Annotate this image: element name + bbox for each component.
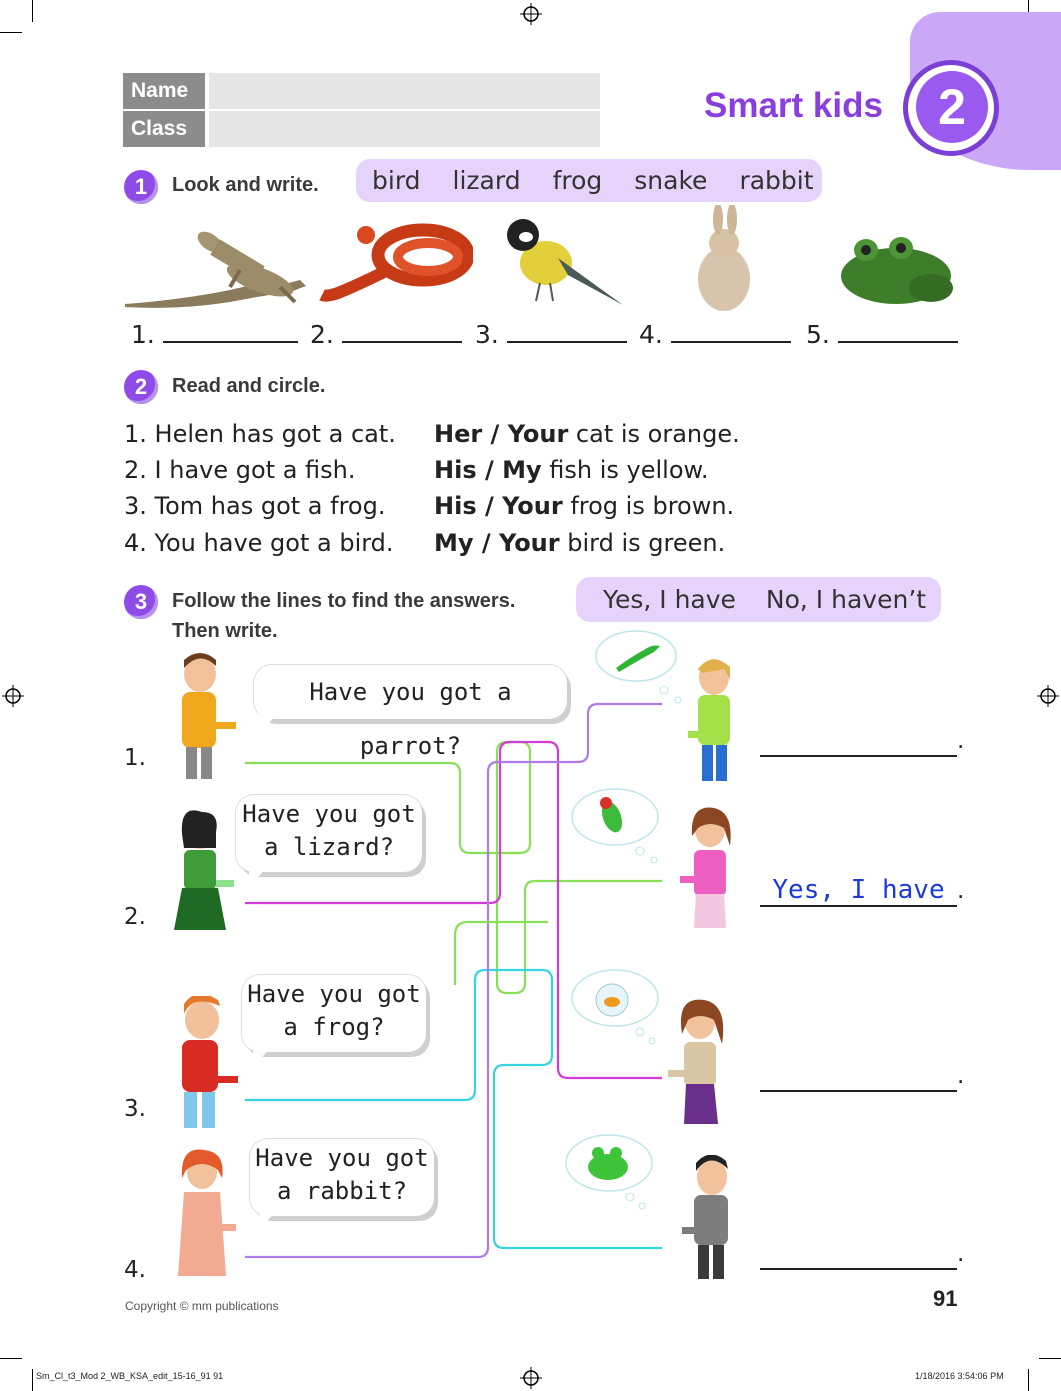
thought-bubble-frog — [564, 1133, 664, 1213]
item-number-1: 1. — [124, 745, 146, 771]
item-number-4: 4. — [124, 1257, 146, 1283]
file-info: Sm_Cl_t3_Mod 2_WB_KSA_edit_15-16_91 91 — [36, 1371, 224, 1381]
choice-4[interactable]: My / Your bird is green. — [434, 529, 726, 557]
exercise-2-instruction: Read and circle. — [172, 375, 326, 397]
exercise-3-number: 3 — [124, 585, 158, 619]
option-your[interactable]: Your — [499, 529, 560, 557]
option-his[interactable]: His — [434, 492, 477, 520]
bubble-tail — [240, 862, 280, 898]
answer-line-4[interactable] — [760, 1238, 957, 1270]
choice-1[interactable]: Her / Your cat is orange. — [434, 420, 740, 448]
word-no: No, I haven’t — [765, 585, 927, 614]
option-your[interactable]: Your — [507, 420, 569, 448]
boy-1-figure — [170, 652, 240, 784]
word-bird: bird — [372, 166, 421, 195]
write-line-1[interactable]: 1. — [131, 320, 298, 349]
boy-frog-figure — [680, 1155, 742, 1283]
name-label: Name — [123, 73, 205, 109]
answer-text-2: Yes, I have — [772, 875, 945, 905]
boy-3-figure — [172, 996, 242, 1132]
page-title: Smart kids — [704, 86, 883, 125]
question-bubble-2: Have you got a lizard? — [236, 795, 422, 872]
write-line-3[interactable]: 3. — [475, 320, 627, 349]
word-lizard: lizard — [452, 166, 521, 195]
item-number-3: 3. — [124, 1096, 146, 1122]
page-number: 91 — [933, 1286, 958, 1311]
bubble-tail — [250, 1205, 290, 1241]
class-label: Class — [123, 111, 205, 147]
word-yes: Yes, I have — [603, 585, 736, 614]
girl-4-figure — [172, 1148, 242, 1284]
word-snake: snake — [634, 166, 708, 195]
word-rabbit: rabbit — [739, 166, 814, 195]
sentence-4: 4. You have got a bird. — [124, 529, 394, 557]
girl-fish-figure — [664, 998, 734, 1130]
word-frog: frog — [552, 166, 603, 195]
write-line-4[interactable]: 4. — [639, 320, 791, 349]
question-bubble-3: Have you got a frog? — [242, 975, 426, 1052]
sentence-3: 3. Tom has got a frog. — [124, 492, 386, 520]
exercise-3-instruction-line1: Follow the lines to find the answers. — [172, 590, 516, 612]
exercise-1-instruction: Look and write. — [172, 174, 319, 196]
print-date: 1/18/2016 3:54:06 PM — [915, 1371, 1004, 1381]
exercise-1-number: 1 — [124, 170, 158, 204]
option-her[interactable]: Her — [434, 420, 483, 448]
answer-line-3[interactable] — [760, 1060, 957, 1092]
girl-2-figure — [170, 808, 240, 940]
option-my[interactable]: My — [434, 529, 474, 557]
choice-3[interactable]: His / Your frog is brown. — [434, 492, 735, 520]
exercise-3-instruction-line2: Then write. — [172, 620, 278, 642]
write-line-5[interactable]: 5. — [806, 320, 958, 349]
option-my[interactable]: My — [502, 456, 542, 484]
bubble-tail — [248, 712, 288, 748]
option-his[interactable]: His — [434, 456, 477, 484]
bubble-tail — [244, 1042, 284, 1078]
item-number-2: 2. — [124, 904, 146, 930]
exercise-2-number: 2 — [124, 370, 158, 404]
answer-line-1[interactable] — [760, 725, 957, 757]
copyright: Copyright © mm publications — [125, 1299, 279, 1313]
unit-number: 2 — [916, 71, 988, 143]
answer-line-2[interactable] — [760, 875, 957, 907]
sentence-1: 1. Helen has got a cat. — [124, 420, 396, 448]
write-line-2[interactable]: 2. — [310, 320, 462, 349]
boy-lizard-figure — [682, 655, 744, 785]
thought-bubble-fish — [570, 968, 670, 1048]
question-bubble-4: Have you got a rabbit? — [250, 1139, 434, 1216]
thought-bubble-lizard — [594, 628, 694, 708]
thought-bubble-parrot — [570, 787, 670, 867]
option-your[interactable]: Your — [502, 492, 563, 520]
question-bubble-1: Have you got a parrot? — [254, 665, 567, 719]
choice-2[interactable]: His / My fish is yellow. — [434, 456, 709, 484]
sentence-2: 2. I have got a fish. — [124, 456, 356, 484]
girl-parrot-figure — [676, 806, 738, 934]
